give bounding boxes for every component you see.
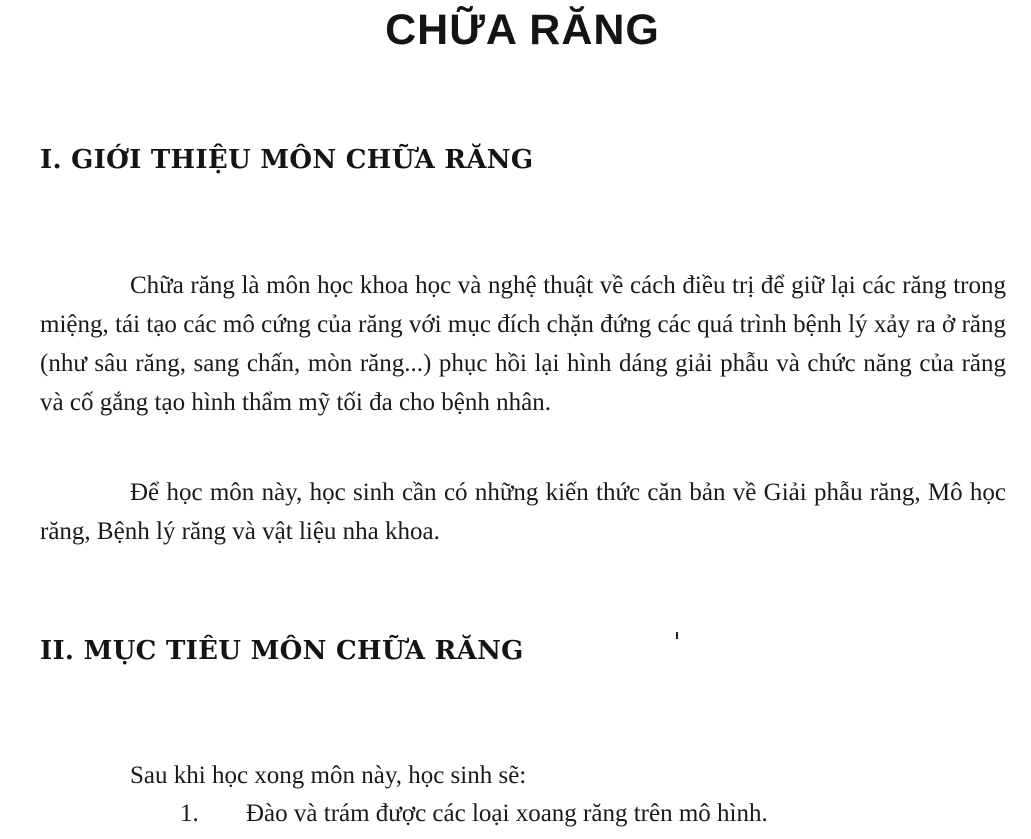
body-paragraph: Để học môn này, học sinh cần có những kiến thức căn bản về Giải phẫu răng, Mô học răng, Bệnh lý răng và vật liệu nha khoa. [40,479,1006,545]
document-title: CHỮA RĂNG [385,6,660,54]
list-item-number: 1. [180,800,199,827]
objectives-list [180,800,768,828]
objectives-intro: Sau khi học xong môn này, học sinh sẽ: [130,762,527,789]
section-heading-introduction: I. GIỚI THIỆU MÔN CHỮA RĂNG [40,145,534,175]
list-item [180,800,768,828]
body-paragraph: Chữa răng là môn học khoa học và nghệ thuật về cách điều trị để giữ lại các răng trong miệng, tái tạo các mô cứng của răng với mục đích chặn đứng các quá trình bệnh lý xảy ra ở răng (như sâu răng, sang chấn, mòn răng...) phục hồi lại hình dáng giải phẫu và chức năng của răng và cố gắng tạo hình thẩm mỹ tối đa cho bệnh nhân. [40,272,1006,416]
scan-speck [676,632,678,639]
list-item-text: Đào và trám được các loại xoang răng trên mô hình. [246,800,768,827]
section-heading-objectives: II. MỤC TIÊU MÔN CHỮA RĂNG [40,636,524,666]
